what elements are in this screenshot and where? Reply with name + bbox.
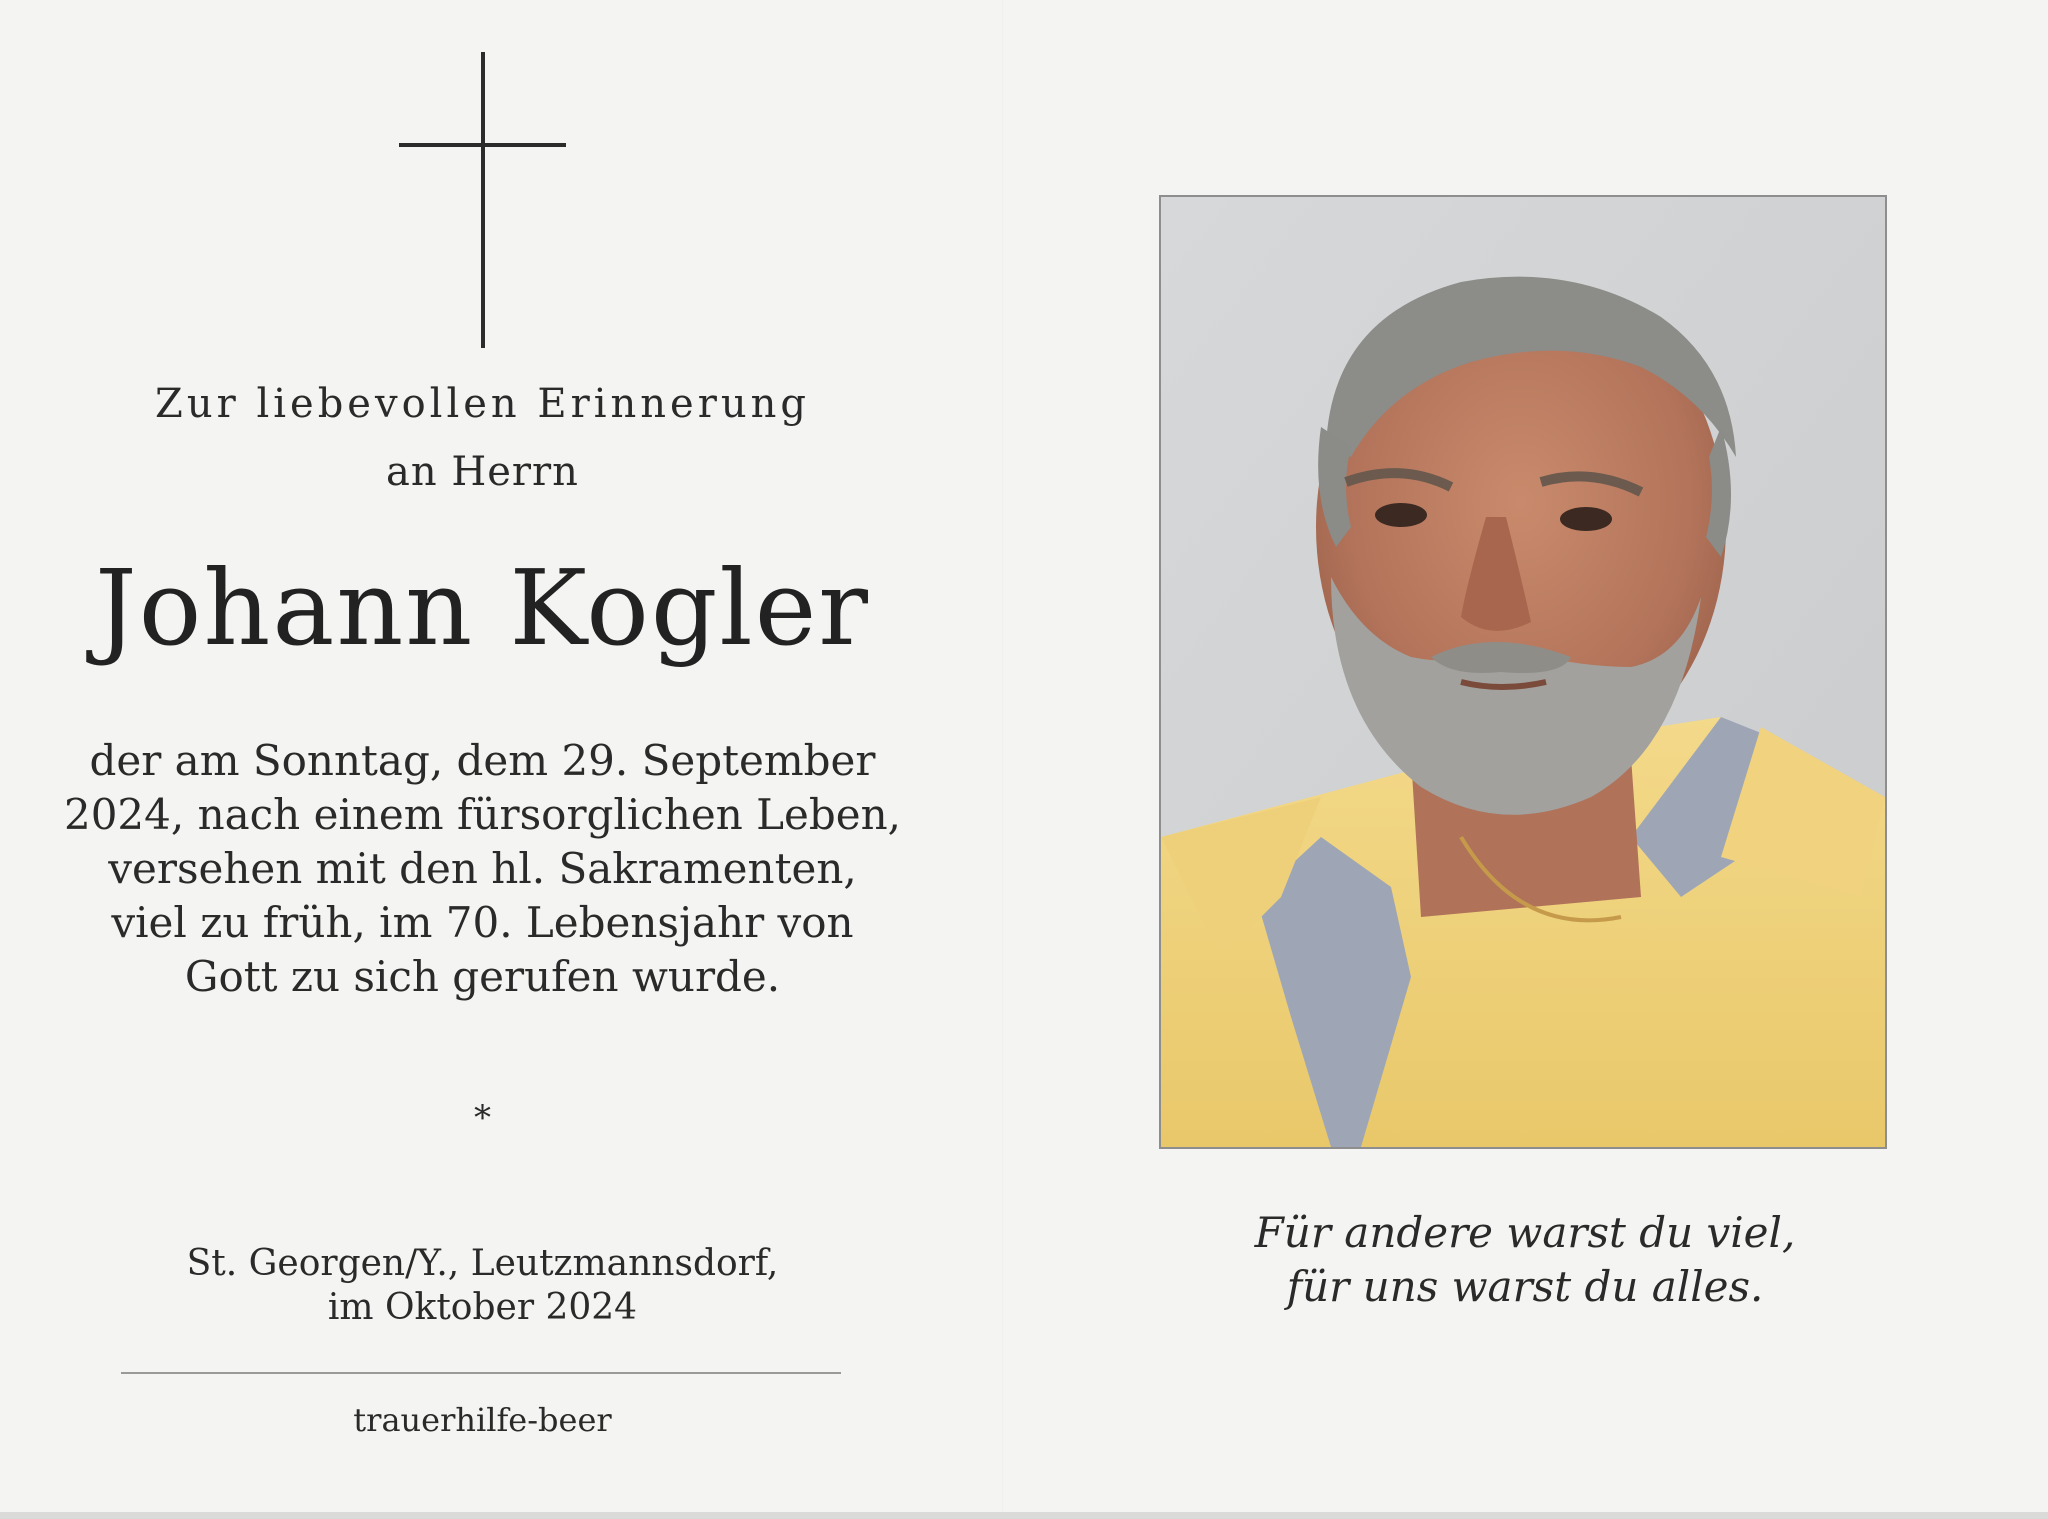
divider-rule — [121, 1372, 841, 1374]
portrait-photo — [1159, 195, 1887, 1149]
quote-line: Für andere warst du viel, — [1254, 1208, 1796, 1257]
quote-line: für uns warst du alles. — [1286, 1262, 1764, 1311]
memorial-text-line: Gott zu sich gerufen wurde. — [184, 952, 781, 1001]
card-bottom-edge — [0, 1512, 2048, 1519]
date-line: im Oktober 2024 — [327, 1287, 638, 1328]
card-fold — [1002, 0, 1004, 1519]
honorific-text: an Herrn — [386, 449, 579, 495]
cross-icon — [399, 52, 566, 348]
place-line: St. Georgen/Y., Leutzmannsdorf, — [186, 1243, 779, 1284]
cross-horizontal-bar — [399, 143, 566, 147]
memorial-text-line: viel zu früh, im 70. Lebensjahr von — [111, 898, 854, 947]
memorial-text — [60, 734, 905, 1004]
memorial-quote — [1180, 1206, 1870, 1314]
portrait-illustration — [1161, 197, 1885, 1147]
memorial-text-line: der am Sonntag, dem 29. September — [89, 736, 876, 785]
asterisk-ornament: * — [474, 1098, 491, 1138]
place-and-date — [60, 1242, 905, 1330]
intro-text: Zur liebevollen Erinnerung — [155, 381, 810, 427]
maker-credit: trauerhilfe-beer — [353, 1401, 612, 1439]
memorial-text-line: 2024, nach einem fürsorglichen Leben, — [63, 790, 902, 839]
memorial-text-line: versehen mit den hl. Sakramenten, — [108, 844, 857, 893]
deceased-name: Johann Kogler — [95, 547, 870, 669]
cross-vertical-bar — [481, 52, 485, 348]
